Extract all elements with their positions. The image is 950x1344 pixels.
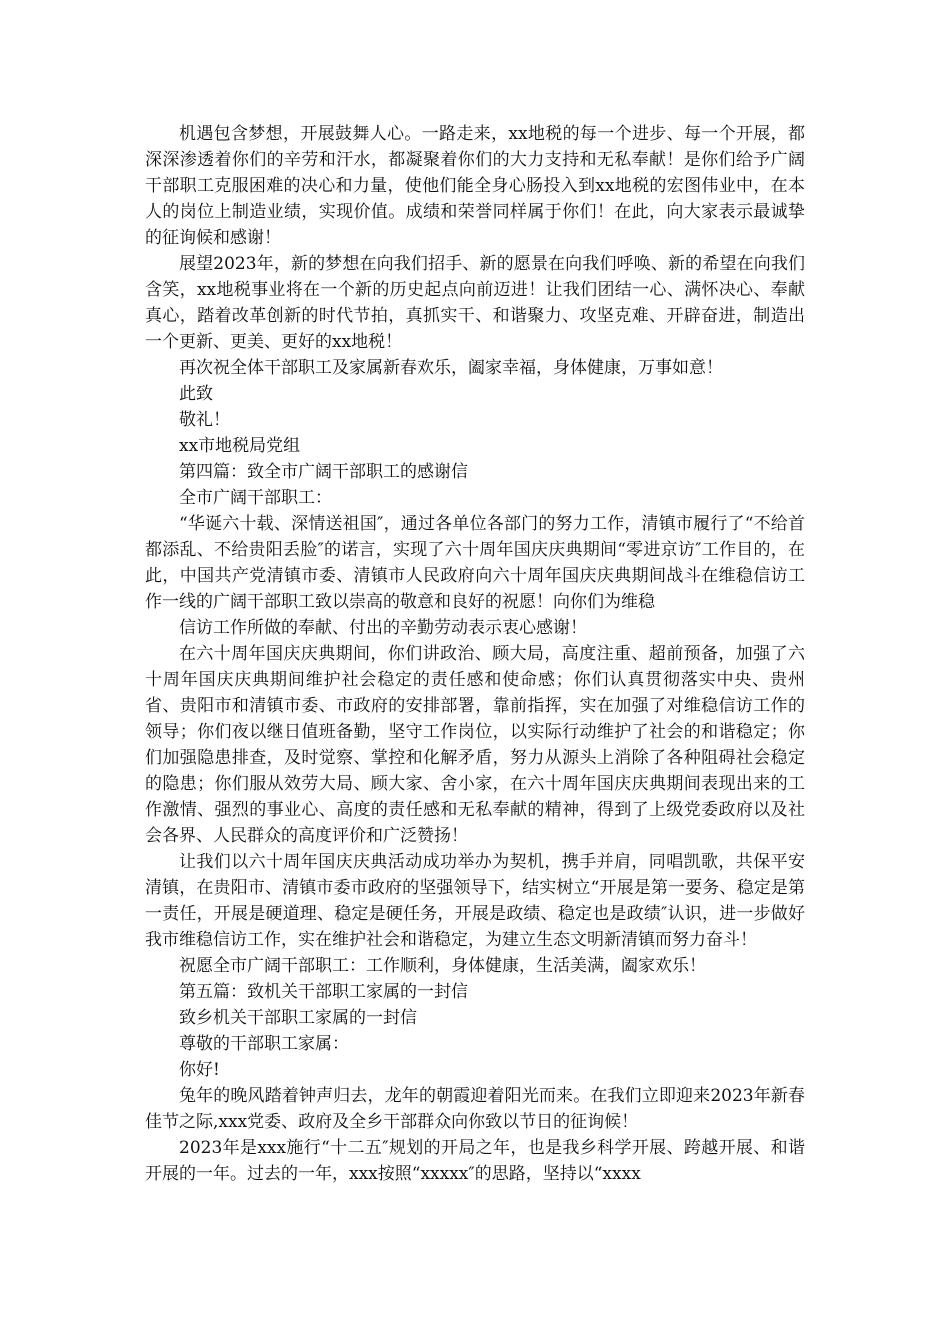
paragraph: 展望2023年，新的梦想在向我们招手、新的愿景在向我们呼唤、新的希望在向我们含笑，xx地税事业将在一个新的历史起点向前迈进！让我们团结一心、满怀决心、奉献真心，踏着改革创新的时代节拍，真抓实干、和谐聚力、攻坚克难、开辟奋进，制造出一个更新、更美、更好的xx地税！ (145, 254, 805, 352)
paragraph: 祝愿全市广阔干部职工：工作顺利，身体健康，生活美满，阖家欢乐！ (179, 956, 706, 976)
section-heading: 第五篇：致机关干部职工家属的一封信 (179, 982, 468, 1002)
paragraph: 再次祝全体干部职工及家属新春欢乐，阖家幸福，身体健康，万事如意！ (179, 358, 723, 378)
salutation: 尊敬的干部职工家属： (179, 1034, 349, 1054)
letter-title: 致乡机关干部职工家属的一封信 (179, 1008, 417, 1028)
paragraph: 在六十周年国庆庆典期间，你们讲政治、顾大局，高度注重、超前预备，加强了六十周年国庆庆典期间维护社会稳定的责任感和使命感；你们认真贯彻落实中央、贵州省、贵阳市和清镇市委、市政府的安排部署，靠前指挥，实在加强了对维稳信访工作的领导；你们夜以继日值班备勤，坚守工作岗位，以实际行动维护了社会的和谐稳定；你们加强隐患排查，及时觉察、掌控和化解矛盾，努力从源头上消除了各种阻碍社会稳定的隐患；你们服从效劳大局、顾大家、舍小家，在六十周年国庆庆典期间表现出来的工作激情、强烈的事业心、高度的责任感和无私奉献的精神，得到了上级党委政府以及社会各界、人民群众的高度评价和广泛赞扬！ (145, 644, 805, 846)
document-page (145, 121, 805, 1187)
paragraph: “华诞六十载、深情送祖国″，通过各单位各部门的努力工作，清镇市履行了“不给首都添乱、不给贵阳丢脸″的诺言，实现了六十周年国庆庆典期间“零进京访″工作目的，在此，中国共产党清镇市委、清镇市人民政府向六十周年国庆庆典期间战斗在维稳信访工作一线的广阔干部职工致以崇高的敬意和良好的祝愿！向你们为维稳 (145, 514, 805, 612)
greeting: 你好! (179, 1060, 220, 1080)
section-heading: 第四篇：致全市广阔干部职工的感谢信 (179, 462, 468, 482)
paragraph: 2023年是xxx施行“十二五″规划的开局之年，也是我乡科学开展、跨越开展、和谐开展的一年。过去的一年，xxx按照“xxxxx″的思路，坚持以“xxxx (145, 1138, 805, 1184)
paragraph: 敬礼！ (179, 410, 230, 430)
paragraph: 机遇包含梦想，开展鼓舞人心。一路走来，xx地税的每一个进步、每一个开展，都深深渗透着你们的辛劳和汗水，都凝聚着你们的大力支持和无私奉献！是你们给予广阔干部职工克服困难的决心和力量，使他们能全身心肠投入到xx地税的宏图伟业中，在本人的岗位上制造业绩，实现价值。成绩和荣誉同样属于你们！在此，向大家表示最诚挚的征询候和感谢！ (145, 124, 805, 248)
paragraph: 此致 (179, 384, 213, 404)
paragraph: 信访工作所做的奉献、付出的辛勤劳动表示衷心感谢！ (179, 618, 587, 638)
paragraph: 兔年的晚风踏着钟声归去，龙年的朝霞迎着阳光而来。在我们立即迎来2023年新春佳节之际,xxx党委、政府及全乡干部群众向你致以节日的征询候！ (145, 1086, 805, 1132)
salutation: 全市广阔干部职工： (179, 488, 332, 508)
paragraph: 让我们以六十周年国庆庆典活动成功举办为契机，携手并肩，同唱凯歌，共保平安清镇，在贵阳市、清镇市委市政府的坚强领导下，结实树立“开展是第一要务、稳定是第一责任，开展是硬道理、稳定是硬任务，开展是政绩、稳定也是政绩″认识，进一步做好我市维稳信访工作，实在维护社会和谐稳定，为建立生态文明新清镇而努力奋斗！ (145, 852, 805, 950)
paragraph: xx市地税局党组 (179, 436, 301, 456)
